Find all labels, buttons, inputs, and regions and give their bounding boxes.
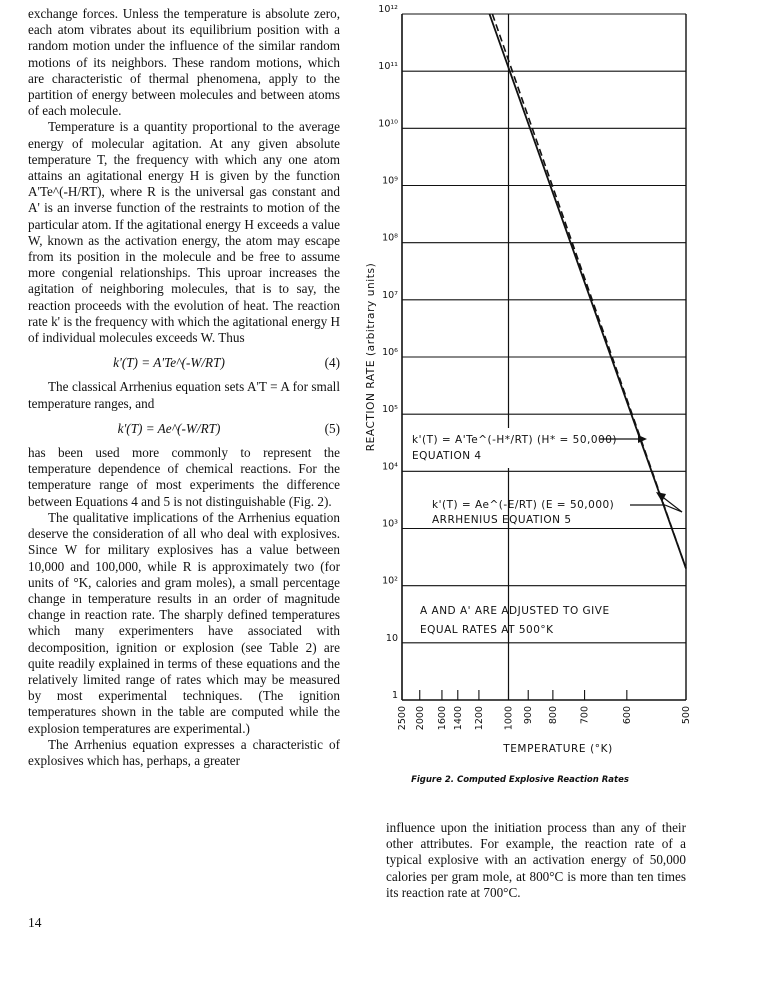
y-tick-label: 10⁶ [382, 347, 398, 358]
series-line [492, 14, 686, 568]
paragraph: influence upon the initiation process than any of their other attributes. For example, the reaction rate of a typical explosive with an activation energy of 50,000 calories per gram mole, at 800°C is more than ten times its reaction rate at 700°C. [386, 820, 686, 900]
reaction-rate-chart [360, 0, 766, 800]
y-tick-label: 10⁸ [382, 232, 398, 244]
x-tick-label: 600 [621, 706, 633, 725]
x-tick-label: 800 [547, 706, 559, 725]
equation-4-annotation: k'(T) = A'Te^(-H*/RT) (H* = 50,000) [412, 434, 618, 446]
page-number: 14 [28, 915, 42, 930]
y-tick-label: 10⁴ [382, 461, 398, 473]
paragraph: exchange forces. Unless the temperature is absolute zero, each atom vibrates about its equilibrium position with a random motion under the influence of the similar random motions of its neighbors. These random motions, which are characteristic of thermal phenomena, apply to the partition of energy between molecules and between atoms of each molecule. [28, 6, 340, 119]
equation-4-formula: k'(T) = A'Te^(-W/RT) [113, 355, 225, 371]
equation-4 [28, 355, 340, 371]
figure-caption: Figure 2. Computed Explosive Reaction Rates [411, 775, 629, 785]
y-tick-label: 10⁷ [382, 289, 398, 301]
equation-4-number: (4) [324, 355, 340, 371]
paragraph: Temperature is a quantity proportional to the average energy of molecular agitation. At any given absolute temperature T, the frequency with which any one atom attains an agitational energy H is given by the function A'Te^(-H/RT), where R is the universal gas constant and A' is an inverse function of the restraints to motion of the particular atom. If the agitational energy H exceeds a value W, known as the activation energy, the atom may escape from its position in the molecule and be free to assume more congenial relationships. This uproar increases the agitation of neighboring molecules, that is to say, the reaction proceeds with the evolution of heat. The reaction rate k' is the frequency with which the agitational energy H of individual molecules exceeds W. Thus [28, 119, 340, 346]
left-text-column [28, 6, 340, 769]
x-tick-label: 500 [681, 706, 692, 725]
y-tick-label: 10³ [382, 518, 398, 530]
right-text-column [386, 820, 686, 901]
chart-grid [402, 14, 686, 700]
y-tick-label: 10¹² [378, 4, 398, 15]
equation-5 [28, 421, 340, 437]
y-axis-label: REACTION RATE (arbitrary units) [365, 262, 377, 452]
y-tick-label: 10⁹ [382, 175, 398, 187]
x-tick-label: 1000 [503, 706, 515, 731]
x-tick-label: 900 [523, 706, 535, 725]
y-tick-label: 10 [385, 632, 398, 644]
equation-5-number: (5) [324, 420, 340, 436]
x-tick-label: 2500 [397, 706, 408, 731]
note-annotation: A AND A' ARE ADJUSTED TO GIVE [420, 605, 610, 617]
y-tick-label: 10¹¹ [378, 61, 398, 73]
equation-5-formula: k'(T) = Ae^(-W/RT) [117, 420, 221, 436]
x-tick-label: 1400 [452, 706, 464, 731]
y-tick-label: 10⁵ [382, 404, 398, 416]
paragraph: The qualitative implications of the Arrhenius equation deserve the consideration of all who deal with explosives. Since W for military explosives has a value between 10,000 and 100,000, while R is approximately two (for units of °K, calories and gram moles), a small percentage change in temperature results in an order of magnitude change in reaction rate. The sharply defined temperatures which many experimenters have associated with decomposition, ignition or explosion (see Table 2) are quite readily explained in terms of these equations and the relatively limited range of rates which may be measured by most experimental techniques. (The ignition temperatures shown in the table are computed while the explosion temperatures are experimental.) [28, 509, 340, 736]
x-tick-label: 2000 [414, 706, 426, 731]
x-axis-label: TEMPERATURE (°K) [503, 743, 613, 755]
paragraph: has been used more commonly to represent the temperature dependence of chemical reactions. For the temperature range of most experiments the difference between Equations 4 and 5 is not distinguishable (Fig. 2). [28, 445, 340, 509]
y-tick-labels [378, 4, 398, 701]
x-tick-label: 700 [579, 706, 591, 725]
x-tick-labels [397, 706, 692, 730]
x-tick-label: 1200 [473, 706, 485, 731]
equation-5-annotation-label: ARRHENIUS EQUATION 5 [432, 514, 572, 526]
paragraph: The Arrhenius equation expresses a characteristic of explosives which has, perhaps, a greater [28, 736, 340, 768]
note-annotation-line2: EQUAL RATES AT 500°K [420, 624, 554, 636]
equation-4-annotation-label: EQUATION 4 [412, 450, 482, 462]
x-tick-label: 1600 [436, 706, 448, 731]
y-tick-label: 10² [382, 575, 398, 587]
paragraph: The classical Arrhenius equation sets A'T = A for small temperature ranges, and [28, 379, 340, 411]
y-tick-label: 1 [391, 690, 398, 701]
equation-5-annotation: k'(T) = Ae^(-E/RT) (E = 50,000) [432, 499, 615, 511]
series-lines [489, 14, 686, 568]
y-tick-label: 10¹⁰ [378, 118, 398, 130]
